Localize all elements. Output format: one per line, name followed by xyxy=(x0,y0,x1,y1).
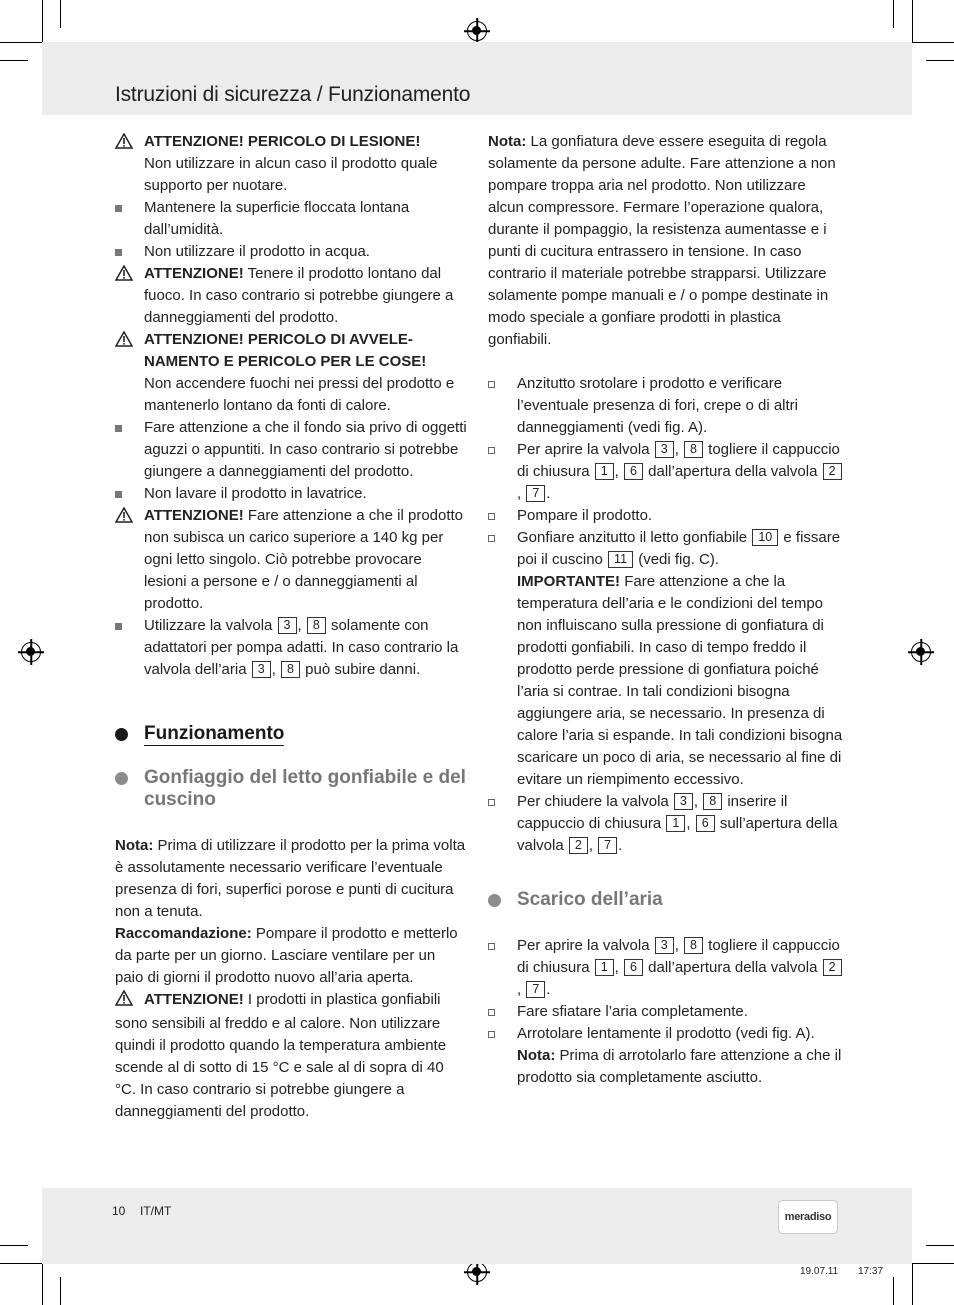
note-paragraph xyxy=(115,835,467,923)
step-text: (vedi fig. C). xyxy=(634,551,720,568)
step-text: Gonfiare anzitutto il letto gonfiabile xyxy=(517,529,752,546)
step-text: sull’apertura della valvola xyxy=(517,815,838,854)
checkbox-square-icon xyxy=(488,535,495,542)
part-ref: 6 xyxy=(624,463,643,480)
step-text: Per aprire la valvola xyxy=(517,441,654,458)
subsection-heading xyxy=(115,767,467,811)
print-time: 17:37 xyxy=(858,1266,884,1277)
separator: , xyxy=(614,959,624,976)
warning-triangle-icon xyxy=(115,329,133,347)
bullet-text: Mantenere la superficie floccata lontana dall’umidità. xyxy=(144,199,410,238)
bullet-square-icon xyxy=(115,249,122,256)
part-ref: 8 xyxy=(703,793,722,810)
step-text: dall’apertura della valvola xyxy=(643,959,822,976)
warning-triangle-icon xyxy=(115,505,133,523)
bullet-text: Utilizzare la valvola xyxy=(144,617,277,634)
checkbox-square-icon xyxy=(488,1031,495,1038)
crop-mark xyxy=(926,60,954,61)
bullet-dot-icon xyxy=(115,772,128,785)
bullet-text: Non lavare il prodotto in lavatrice. xyxy=(144,485,367,502)
warning-title: ATTENZIONE! PERICOLO DI AVVELE-NAMENTO E PERICOLO PER LE COSE! xyxy=(144,331,427,370)
subsection-heading-text: Scarico dell’aria xyxy=(517,889,663,910)
subsection-heading-text: Gonfiaggio del letto gonfiabile e del cuscino xyxy=(144,767,466,810)
bullet-item xyxy=(115,241,467,263)
note-label: Nota: xyxy=(115,837,154,854)
separator: , xyxy=(674,937,684,954)
crop-mark xyxy=(0,60,28,61)
warning-triangle-icon xyxy=(115,990,144,1013)
part-ref: 2 xyxy=(569,837,588,854)
registration-mark-icon xyxy=(467,1262,487,1282)
crop-mark xyxy=(912,1263,954,1264)
registration-mark-icon xyxy=(21,642,41,662)
bullet-square-icon xyxy=(115,623,122,630)
bullet-text: Non utilizzare il prodotto in acqua. xyxy=(144,243,370,260)
step-text: Per chiudere la valvola xyxy=(517,793,673,810)
bullet-square-icon xyxy=(115,425,122,432)
part-ref: 11 xyxy=(608,551,633,568)
bullet-text: solamente con adattatori per pompa adatti. In caso contrario la valvola dell’aria xyxy=(144,617,459,678)
warning-text: Fare attenzione a che il prodotto non subisca un carico superiore a 140 kg per ogni letto singolo. Ciò potrebbe provocare lesioni a persone e / o danneggiamenti al prodotto. xyxy=(144,507,464,612)
separator: , xyxy=(517,981,526,998)
language-code: IT/MT xyxy=(140,1204,172,1218)
step-text: . xyxy=(618,837,623,854)
page-number: 10 xyxy=(112,1204,126,1218)
warning-text: Non accendere fuochi nei pressi del prodotto e mantenerlo lontano da fonti di calore. xyxy=(144,375,455,414)
part-ref: 2 xyxy=(823,463,842,480)
warning-item xyxy=(115,329,467,417)
subsection-heading xyxy=(488,889,844,911)
checkbox-square-icon xyxy=(488,447,495,454)
step-text: . xyxy=(546,485,551,502)
part-ref: 7 xyxy=(526,485,545,502)
part-ref: 1 xyxy=(595,959,614,976)
part-ref: 3 xyxy=(674,793,693,810)
part-ref: 7 xyxy=(526,981,545,998)
crop-mark xyxy=(893,1277,894,1305)
bullet-item xyxy=(115,615,467,681)
bullet-item xyxy=(115,417,467,483)
crop-mark xyxy=(42,0,43,42)
part-ref: 2 xyxy=(823,959,842,976)
warning-label: ATTENZIONE! xyxy=(144,507,244,524)
warning-label: ATTENZIONE! xyxy=(144,991,244,1008)
warning-paragraph xyxy=(115,989,467,1123)
warning-text: Tenere il prodotto lontano dal fuoco. In caso contrario si potrebbe giungere a danneggiamenti del prodotto. xyxy=(144,265,454,326)
crop-mark xyxy=(912,0,913,42)
checkbox-square-icon xyxy=(488,381,495,388)
crop-mark xyxy=(42,1263,43,1305)
recommendation-paragraph xyxy=(115,923,467,989)
bullet-item xyxy=(115,483,467,505)
bullet-text: Fare attenzione a che il fondo sia privo di oggetti aguzzi o appuntiti. In caso contrario si potrebbe giungere a danneggiamenti del prodotto. xyxy=(144,419,467,480)
step-item xyxy=(488,1001,844,1023)
separator: , xyxy=(588,837,598,854)
print-date: 19.07.11 xyxy=(800,1266,839,1277)
checkbox-square-icon xyxy=(488,799,495,806)
part-ref: 7 xyxy=(598,837,617,854)
step-text: Fare sfiatare l’aria completamente. xyxy=(517,1003,748,1020)
warning-item xyxy=(115,263,467,329)
step-text: Arrotolare lentamente il prodotto (vedi fig. A). xyxy=(517,1025,815,1042)
note-text: Prima di arrotolarlo fare attenzione a che il prodotto sia completamente asciutto. xyxy=(517,1047,842,1086)
warning-text: Non utilizzare in alcun caso il prodotto quale supporto per nuotare. xyxy=(144,155,438,194)
step-text: togliere il cappuccio di chiusura xyxy=(517,937,840,976)
note-text: Prima di utilizzare il prodotto per la prima volta è assolutamente necessario verificare l’eventuale presenza di fori, superfici porose e punti di cucitura non a tenuta. xyxy=(115,837,466,920)
crop-mark xyxy=(0,42,42,43)
step-text: Anzitutto srotolare i prodotto e verificare l’eventuale presenza di fori, crepe o di altri danneggiamenti (vedi fig. A). xyxy=(517,375,798,436)
checkbox-square-icon xyxy=(488,943,495,950)
crop-mark xyxy=(60,1277,61,1305)
brand-logo-text: meradiso xyxy=(784,1211,832,1223)
note-label: Nota: xyxy=(517,1047,556,1064)
important-label: IMPORTANTE! xyxy=(517,573,621,590)
crop-mark xyxy=(912,42,954,43)
section-heading-text: Funzionamento xyxy=(144,723,285,744)
brand-logo xyxy=(778,1200,838,1234)
bullet-text: può subire danni. xyxy=(300,661,421,678)
part-ref: 8 xyxy=(684,441,703,458)
crop-mark xyxy=(893,0,894,28)
step-text: . xyxy=(546,981,551,998)
crop-mark xyxy=(912,1263,913,1305)
page-title: Istruzioni di sicurezza / Funzionamento xyxy=(115,83,471,106)
step-text: inserire il cappuccio di chiusura xyxy=(517,793,788,832)
step-item xyxy=(488,505,844,527)
left-column xyxy=(115,131,467,1123)
part-ref: 1 xyxy=(666,815,685,832)
crop-mark xyxy=(0,1263,42,1264)
right-column xyxy=(488,131,844,1089)
part-ref: 3 xyxy=(655,937,674,954)
part-ref: 8 xyxy=(307,617,326,634)
warning-item xyxy=(115,505,467,615)
step-item xyxy=(488,439,844,505)
separator: , xyxy=(297,617,306,634)
part-ref: 3 xyxy=(655,441,674,458)
bullet-dot-icon xyxy=(115,728,128,741)
part-ref: 8 xyxy=(281,661,300,678)
warning-text: I prodotti in plastica gonfiabili sono sensibili al freddo e al calore. Non utilizzare quindi il prodotto quando la temperatura ambiente scende al di sotto di 15 °C e sale al di sopra di 40 °C. In caso contrario si potrebbe giungere a danneggiamenti del prodotto. xyxy=(115,991,447,1120)
registration-mark-icon xyxy=(467,21,487,41)
important-text: Fare attenzione a che la temperatura dell’aria e le condizioni del tempo non influiscano sulla pressione di gonfiatura di prodotti gonfiabili. In caso di tempo freddo il prodotto perde pressione di gonfiatura poiché l’aria si contrae. In tali condizioni bisogna aggiungere aria, se necessario. In presenza di calore l’aria si espande. In tali condizioni bisogna scaricare un poco di aria, se necessario al fine di evitare un riempimento eccessivo. xyxy=(517,573,843,788)
crop-mark xyxy=(60,0,61,28)
crop-mark xyxy=(926,1245,954,1246)
bullet-dot-icon xyxy=(488,894,501,907)
part-ref: 6 xyxy=(696,815,715,832)
separator: , xyxy=(271,661,281,678)
step-item xyxy=(488,935,844,1001)
bullet-item xyxy=(115,197,467,241)
part-ref: 3 xyxy=(278,617,297,634)
separator: , xyxy=(614,463,624,480)
step-item xyxy=(488,791,844,857)
warning-title: ATTENZIONE! PERICOLO DI LESIONE! xyxy=(144,133,421,150)
part-ref: 8 xyxy=(684,937,703,954)
step-text: dall’apertura della valvola xyxy=(643,463,822,480)
step-item xyxy=(488,373,844,439)
part-ref: 1 xyxy=(595,463,614,480)
part-ref: 3 xyxy=(252,661,271,678)
note-paragraph xyxy=(488,131,844,351)
note-text: La gonfiatura deve essere eseguita di regola solamente da persone adulte. Fare attenzione a non pompare troppa aria nel prodotto. Non utilizzare alcun compressore. Fermare l’operazione qualora, durante il pompaggio, la resistenza aumentasse e i punti di cucitura entrassero in tensione. In caso contrario il materiale potrebbe strapparsi. Utilizzare solamente pompe manuali e / o pompe destinate in modo speciale a gonfiare prodotti in plastica gonfiabili. xyxy=(488,133,836,348)
checkbox-square-icon xyxy=(488,1009,495,1016)
bullet-square-icon xyxy=(115,205,122,212)
section-heading xyxy=(115,723,467,745)
crop-mark xyxy=(0,1245,28,1246)
separator: , xyxy=(686,815,695,832)
part-ref: 10 xyxy=(752,529,778,546)
separator: , xyxy=(517,485,526,502)
warning-item xyxy=(115,131,467,197)
recommendation-text: Pompare il prodotto e metterlo da parte per un giorno. Lasciare ventilare per un paio di giorni il prodotto nuovo all’aria aperta. xyxy=(115,925,458,986)
step-text: Pompare il prodotto. xyxy=(517,507,653,524)
warning-triangle-icon xyxy=(115,263,133,281)
step-item xyxy=(488,527,844,791)
note-paragraph xyxy=(517,1045,844,1089)
step-text: togliere il cappuccio di chiusura xyxy=(517,441,840,480)
bullet-square-icon xyxy=(115,491,122,498)
step-item xyxy=(488,1023,844,1089)
separator: , xyxy=(674,441,684,458)
warning-label: ATTENZIONE! xyxy=(144,265,244,282)
recommendation-label: Raccomandazione: xyxy=(115,925,252,942)
warning-triangle-icon xyxy=(115,131,133,149)
step-text: Per aprire la valvola xyxy=(517,937,654,954)
note-label: Nota: xyxy=(488,133,527,150)
step-text: e fissare poi il cuscino xyxy=(517,529,841,568)
registration-mark-icon xyxy=(911,642,931,662)
important-note xyxy=(517,571,844,791)
checkbox-square-icon xyxy=(488,513,495,520)
separator: , xyxy=(693,793,703,810)
part-ref: 6 xyxy=(624,959,643,976)
